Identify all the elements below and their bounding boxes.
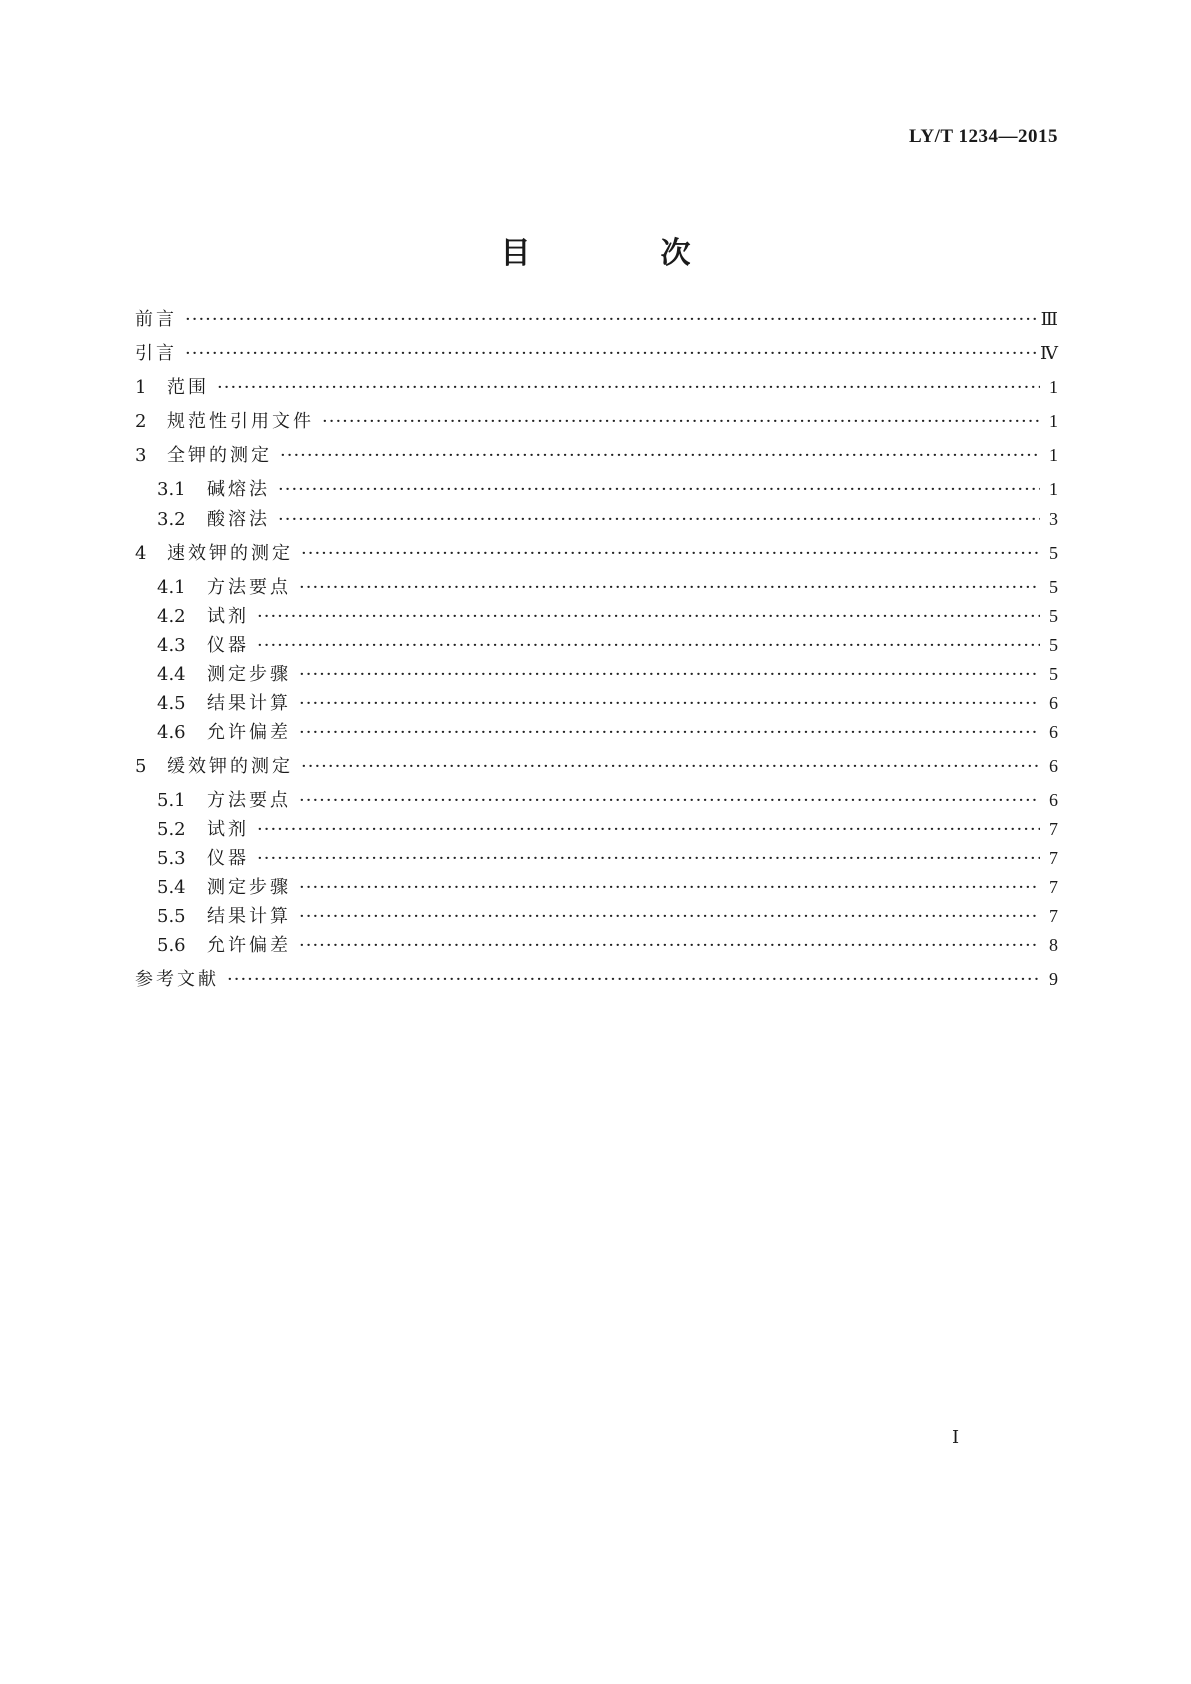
toc-entry-page: 7: [1049, 877, 1058, 897]
toc-leader-dots: [280, 442, 1040, 470]
toc-entry-number: 5.2: [157, 819, 186, 840]
toc-leader-dots: [299, 661, 1040, 689]
toc-entry-label: 引言: [135, 343, 177, 364]
toc-entry-page: 1: [1049, 445, 1058, 465]
toc-entry[interactable]: [135, 339, 1058, 367]
toc-entry-number: 3.2: [157, 509, 186, 530]
toc-entry-label: 方法要点: [207, 577, 291, 598]
toc-entry[interactable]: [135, 441, 1058, 469]
toc-entry-page: 1: [1049, 411, 1058, 431]
toc-leader-dots: [299, 903, 1040, 931]
toc-entry-page: 5: [1049, 635, 1058, 655]
toc-entry-label: 范围: [167, 377, 209, 398]
toc-entry-label: 参考文献: [135, 969, 219, 990]
toc-entry-page: 6: [1049, 722, 1058, 742]
toc-entry[interactable]: [135, 305, 1058, 333]
toc-entry[interactable]: [135, 752, 1058, 780]
toc-entry-number: 5.4: [157, 877, 186, 898]
toc-entry[interactable]: [157, 475, 1058, 503]
toc-entry-page: 3: [1049, 509, 1058, 529]
toc-leader-dots: [257, 603, 1040, 631]
toc-entry-label: 结果计算: [207, 693, 291, 714]
toc-entry[interactable]: [157, 573, 1058, 601]
toc-entry-page: 9: [1049, 969, 1058, 989]
toc-entry-page: 6: [1049, 790, 1058, 810]
toc-entry[interactable]: [157, 660, 1058, 688]
toc-leader-dots: [185, 306, 1037, 334]
toc-leader-dots: [257, 632, 1040, 660]
toc-entry-label: 试剂: [207, 819, 249, 840]
page-title: 目 次: [500, 236, 741, 271]
toc-leader-dots: [299, 787, 1040, 815]
toc-entry-number: 4.5: [157, 693, 186, 714]
toc-entry-label: 全钾的测定: [167, 445, 272, 466]
toc-leader-dots: [299, 932, 1040, 960]
toc-entry[interactable]: [157, 718, 1058, 746]
toc-entry-page: Ⅲ: [1040, 309, 1058, 329]
toc-leader-dots: [227, 966, 1040, 994]
toc-leader-dots: [322, 408, 1040, 436]
toc-leader-dots: [278, 506, 1040, 534]
toc-entry-label: 前言: [135, 309, 177, 330]
toc-leader-dots: [257, 816, 1040, 844]
toc-leader-dots: [299, 574, 1040, 602]
toc-entry-page: 7: [1049, 848, 1058, 868]
toc-entry-label: 测定步骤: [207, 877, 291, 898]
toc-entry[interactable]: [157, 815, 1058, 843]
toc-entry-label: 允许偏差: [207, 935, 291, 956]
toc-entry-label: 试剂: [207, 606, 249, 627]
toc-entry-label: 仪器: [207, 848, 249, 869]
toc-entry[interactable]: [135, 965, 1058, 993]
toc-entry-label: 方法要点: [207, 790, 291, 811]
toc-entry-page: 6: [1049, 693, 1058, 713]
toc-entry-number: 4.2: [157, 606, 186, 627]
toc-entry-label: 测定步骤: [207, 664, 291, 685]
toc-entry-page: Ⅳ: [1040, 343, 1058, 363]
toc-entry[interactable]: [135, 539, 1058, 567]
toc-entry[interactable]: [157, 689, 1058, 717]
page-number: Ⅰ: [952, 1427, 960, 1447]
toc-entry-number: 3.1: [157, 479, 186, 500]
toc-entry-number: 4.1: [157, 577, 186, 598]
toc-entry-label: 结果计算: [207, 906, 291, 927]
toc-entry[interactable]: [157, 902, 1058, 930]
toc-entry-number: 2: [135, 411, 147, 432]
toc-entry[interactable]: [135, 407, 1058, 435]
toc-entry-number: 3: [135, 445, 147, 466]
toc-entry-page: 1: [1049, 479, 1058, 499]
toc-entry-page: 6: [1049, 756, 1058, 776]
toc-leader-dots: [217, 374, 1040, 402]
standard-code: LY/T 1234—2015: [908, 126, 1058, 147]
toc-entry-label: 允许偏差: [207, 722, 291, 743]
toc-entry[interactable]: [157, 786, 1058, 814]
toc-entry-number: 1: [135, 377, 147, 398]
toc-entry-page: 7: [1049, 906, 1058, 926]
toc-leader-dots: [299, 874, 1040, 902]
toc-leader-dots: [185, 340, 1036, 368]
toc-entry-number: 4.6: [157, 722, 186, 743]
toc-entry-number: 4.3: [157, 635, 186, 656]
toc-entry-label: 缓效钾的测定: [167, 756, 293, 777]
toc-entry-page: 1: [1049, 377, 1058, 397]
toc-entry-page: 5: [1049, 577, 1058, 597]
toc-leader-dots: [299, 690, 1040, 718]
toc-leader-dots: [301, 540, 1040, 568]
toc-entry-page: 7: [1049, 819, 1058, 839]
toc-entry-number: 5.1: [157, 790, 186, 811]
toc-entry-page: 5: [1049, 664, 1058, 684]
toc-leader-dots: [257, 845, 1040, 873]
toc-entry-label: 仪器: [207, 635, 249, 656]
toc-entry[interactable]: [157, 873, 1058, 901]
toc-entry[interactable]: [157, 602, 1058, 630]
toc-entry-label: 碱熔法: [207, 479, 270, 500]
toc-entry-page: 5: [1049, 606, 1058, 626]
toc-entry-number: 5.6: [157, 935, 186, 956]
toc-leader-dots: [301, 753, 1040, 781]
toc-entry[interactable]: [157, 844, 1058, 872]
toc-entry-number: 4.4: [157, 664, 186, 685]
toc-entry[interactable]: [157, 931, 1058, 959]
toc-leader-dots: [299, 719, 1040, 747]
toc-entry[interactable]: [135, 373, 1058, 401]
toc-entry-number: 5: [135, 756, 147, 777]
toc-entry-label: 规范性引用文件: [167, 411, 314, 432]
toc-entry-label: 速效钾的测定: [167, 543, 293, 564]
toc-entry[interactable]: [157, 631, 1058, 659]
toc-entry-number: 5.3: [157, 848, 186, 869]
toc-entry-page: 8: [1049, 935, 1058, 955]
toc-entry[interactable]: [157, 505, 1058, 533]
toc-entry-page: 5: [1049, 543, 1058, 563]
toc-entry-number: 5.5: [157, 906, 186, 927]
toc-entry-number: 4: [135, 543, 147, 564]
toc-entry-label: 酸溶法: [207, 509, 270, 530]
toc-leader-dots: [278, 476, 1040, 504]
